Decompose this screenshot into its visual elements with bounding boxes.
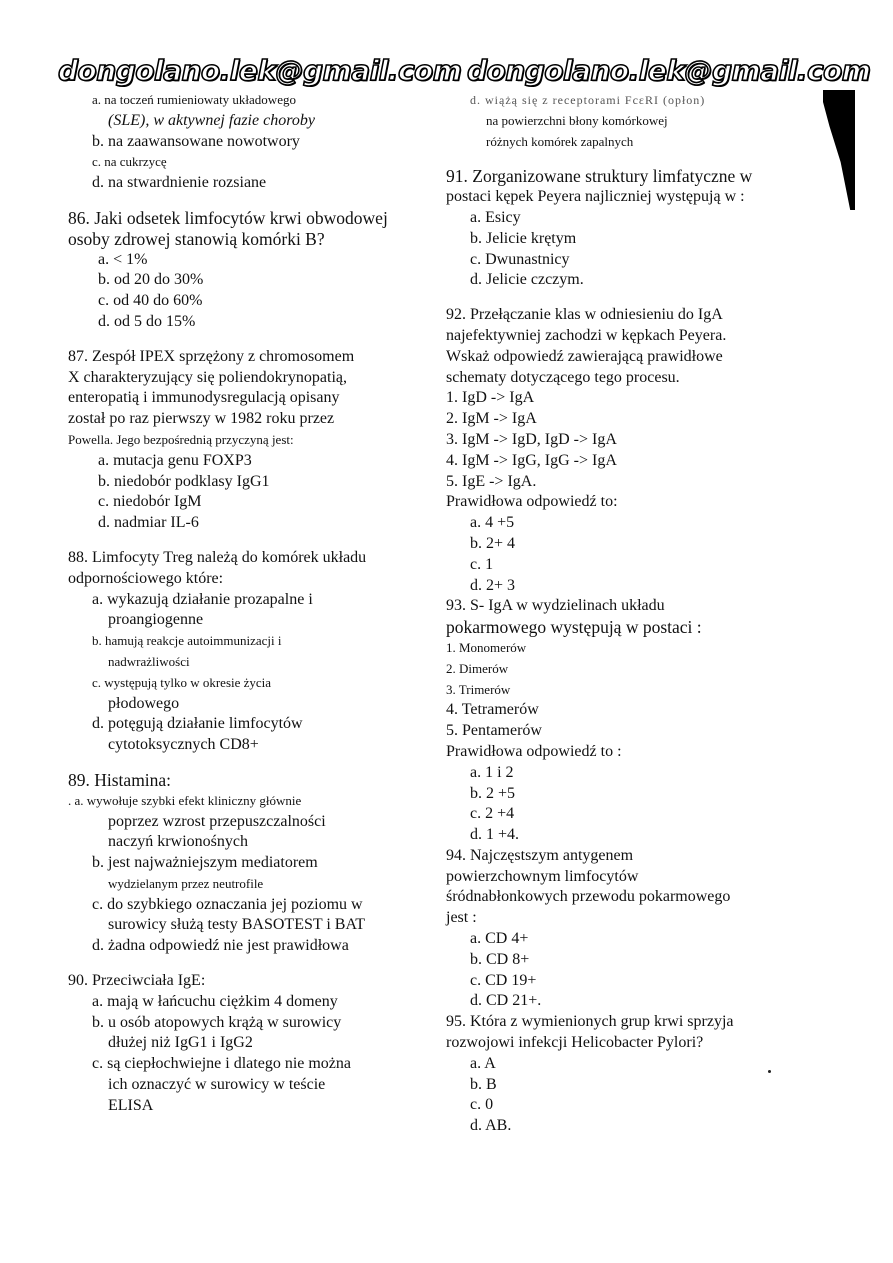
option-b: b. jest najważniejszym mediatorem [92,854,318,872]
q90-option-d: d. wiążą się z receptorami FcεRI (opłon) [470,93,706,107]
question-text: śródnabłonkowych przewodu pokarmowego [446,888,731,906]
option-text: , w aktywnej fazie choroby [145,111,315,129]
question-text: 86. Jaki odsetek limfocytów krwi obwodowej [68,207,388,228]
option-d: d. potęgują działanie limfocytów [92,715,303,733]
option-a: . a. wywołuje szybki efekt kliniczny głównie [68,792,302,808]
option-c: c. Dwunastnicy [470,250,570,268]
option-b-cont: wydzielanym przez neutrofile [108,875,264,891]
question-text: osoby zdrowej stanowią komórki B? [68,228,325,249]
option-d: d. żadna odpowiedź nie jest prawidłowa [92,937,349,955]
question-text: 88. Limfocyty Treg należą do komórek układu [68,548,367,566]
option-d: d. AB. [470,1117,512,1135]
option-b: b. Jelicie krętym [470,229,577,247]
option-d: d. CD 21+. [470,992,542,1010]
option-b-cont: nadwrażliwości [108,653,190,669]
option-a: a. 1 i 2 [470,763,514,781]
option-a-cont: poprzez wzrost przepuszczalności [108,812,326,830]
option-a-cont: proangiogenne [108,611,204,629]
scheme-5: 5. IgE -> IgA. [446,472,537,490]
q90 [68,971,408,1117]
option-a: a. mają w łańcuchu ciężkim 4 domeny [92,992,338,1010]
question-text: 94. Najczęstszym antygenem [446,846,634,864]
question-text: Powella. Jego bezpośrednią przyczyną jest: [68,431,294,447]
q90-tail [446,90,786,152]
scan-blot [823,90,855,210]
option-b-cont: dłużej niż IgG1 i IgG2 [108,1034,253,1052]
option-a: a. CD 4+ [470,930,529,948]
option-c-cont: ELISA [108,1096,154,1114]
q94 [446,846,786,1012]
answer-label: Prawidłowa odpowiedź to: [446,493,618,511]
option-c: c. są ciepłochwiejne i dlatego nie można [92,1055,352,1073]
question-text: 91. Zorganizowane struktury limfatyczne w [446,166,753,187]
option-c: c. 1 [470,555,494,573]
abbr-sle: (SLE) [108,111,146,129]
option-c: c. występują tylko w okresie życia [92,674,272,690]
question-text: enteropatią i immunodysregulacją opisany [68,389,340,407]
form-3: 3. Trimerów [446,681,511,697]
scheme-2: 2. IgM -> IgA [446,410,537,428]
option-c: c. do szybkiego oznaczania jej poziomu w [92,895,363,913]
option-d: d. od 5 do 15% [98,312,196,330]
question-text: 93. S- IgA w wydzielinach układu [446,597,665,615]
option-b: b. niedobór podklasy IgG1 [98,472,270,490]
option-a: a. mutacja genu FOXP3 [98,451,252,469]
question-text: rozwojowi infekcji Helicobacter Pylori? [446,1034,704,1052]
question-text: odpornościowego które: [68,569,224,587]
scheme-1: 1. IgD -> IgA [446,389,535,407]
option-a: a. Esicy [470,208,521,226]
question-text: najefektywniej zachodzi w kępkach Peyera. [446,326,727,344]
q87 [68,347,408,534]
question-text: 92. Przełączanie klas w odniesieniu do IgA [446,306,723,324]
q91 [446,166,786,291]
question-text: 95. Która z wymienionych grup krwi sprzyja [446,1013,734,1031]
scheme-4: 4. IgM -> IgG, IgG -> IgA [446,451,617,469]
option-b: b. B [470,1075,497,1093]
option-b: b. hamują reakcje autoimmunizacji i [92,633,282,649]
option-d: d. 1 +4. [470,826,520,844]
option-a: a. wykazują działanie prozapalne i [92,590,313,608]
form-2: 2. Dimerów [446,660,509,676]
left-column [68,90,408,1117]
option-c: c. CD 19+ [470,971,537,989]
q93 [446,596,786,846]
option-c-cont: ich oznaczyć w surowicy w teście [108,1076,326,1094]
question-text: schematy dotyczącego tego procesu. [446,368,680,386]
option-b: b. od 20 do 30% [98,271,204,289]
q88 [68,548,408,756]
question-text: powierzchownym limfocytów [446,867,639,885]
option-d: d. 2+ 3 [470,576,516,594]
question-text: 90. Przeciwciała IgE: [68,972,206,990]
q85-option-d: d. na stwardnienie rozsiane [92,174,267,192]
question-text: jest : [446,909,477,927]
q85-option-a-line1 [68,90,408,111]
option-a: a. < 1% [98,250,148,268]
form-1: 1. Monomerów [446,639,527,655]
form-5: 5. Pentamerów [446,722,542,740]
option-b: b. u osób atopowych krążą w surowicy [92,1013,342,1031]
watermark-right: dongolano.lek@gmail.com [467,54,871,87]
q85-option-c: c. na cukrzycę [92,154,167,170]
option-a-cont: naczyń krwionośnych [108,833,248,851]
option-c-cont: surowicy służą testy BASOTEST i BAT [108,916,366,934]
option-b: b. CD 8+ [470,950,530,968]
option-c: c. od 40 do 60% [98,292,203,310]
option-c: c. niedobór IgM [98,493,202,511]
q90-option-d-cont: na powierzchni błony komórkowej [486,112,668,128]
question-text: X charakteryzujący się poliendokrynopatią, [68,368,347,386]
option-c: c. 2 +4 [470,805,515,823]
option-d: d. nadmiar IL-6 [98,514,199,532]
question-text: Wskaż odpowiedź zawierającą prawidłowe [446,347,723,365]
watermark-left: dongolano.lek@gmail.com [58,54,462,87]
option-c: c. 0 [470,1096,494,1114]
q85-tail [68,90,408,194]
q85-option-a-line2 [68,111,408,132]
option-a: a. A [470,1054,496,1072]
question-text: 87. Zespół IPEX sprzężony z chromosomem [68,347,355,365]
option-a: a. 4 +5 [470,514,515,532]
option-d-cont: cytotoksycznych CD8+ [108,736,259,754]
question-text: pokarmowego występują w postaci : [446,617,702,638]
option-letter: a. [92,92,102,107]
form-4: 4. Tetramerów [446,701,539,719]
question-text: postaci kępek Peyera najliczniej występują w : [446,188,745,206]
q85-option-b: b. na zaawansowane nowotwory [92,132,300,150]
question-text: został po raz pierwszy w 1982 roku przez [68,410,335,428]
scheme-3: 3. IgM -> IgD, IgD -> IgA [446,430,617,448]
option-c-cont: płodowego [108,694,180,712]
option-b: b. 2+ 4 [470,534,516,552]
right-column [446,90,786,1137]
answer-label: Prawidłowa odpowiedź to : [446,742,622,760]
option-text: na toczeń rumieniowaty układowego [104,92,296,107]
q95 [446,1012,786,1137]
q90-option-d-cont: różnych komórek zapalnych [486,133,634,149]
q89 [68,770,408,957]
question-text: 89. Histamina: [68,769,172,790]
q86 [68,208,408,333]
q92 [446,305,786,596]
option-d: d. Jelicie czczym. [470,271,584,289]
option-b: b. 2 +5 [470,784,516,802]
